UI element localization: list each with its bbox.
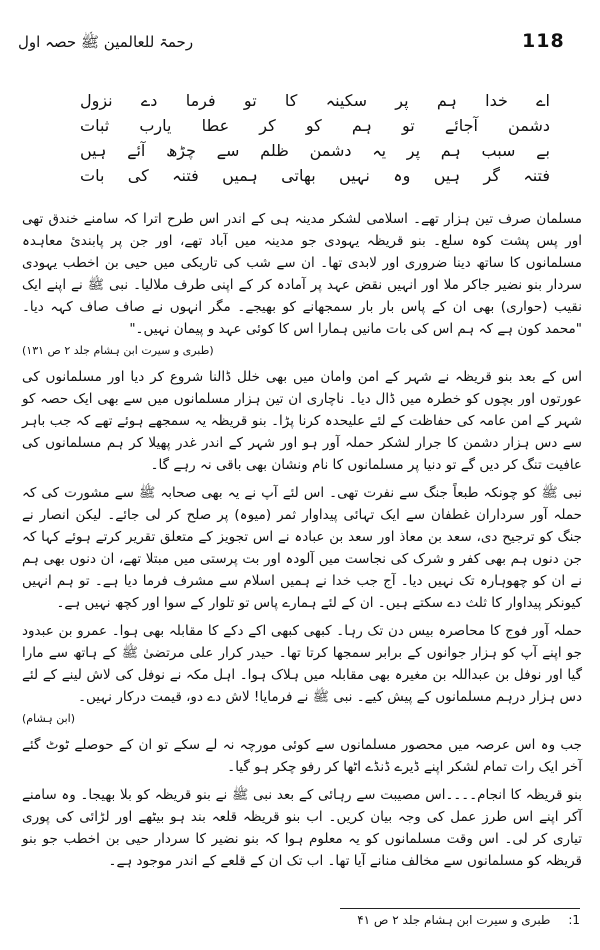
page-number: 118	[522, 30, 565, 52]
body-text	[22, 208, 582, 878]
poem-line: بے سبب ہم پر یہ دشمن ظلم سے چڑھ آئے ہیں	[80, 141, 550, 160]
paragraph-text: حملہ آور فوج کا محاصرہ بیس دن تک رہا۔ کبھی کبھی اکے دکے کا مقابلہ بھی ہوا۔ عمرو بن عبدود جو اپنے آپ کو ہزار جوانوں کے برابر سمجھا کرتا تھا۔ حیدر کرار علی مرتضیٰ ﷺ کے ہاتھ سے مارا گیا اور نوفل بن عبداللہ بن مغیرہ بھی مقابلہ میں ہلاک ہوا۔ اہل مکہ نے نوفل کی لاش لینے کے لئے دس ہزار درہم مسلمانوں کے پیش کیے۔ نبی ﷺ نے فرمایا! لاش دے دو، قیمت درکار نہیں۔	[22, 623, 582, 705]
paragraph	[22, 784, 582, 872]
running-header-title: رحمۃ للعالمین ﷺ حصہ اول	[18, 33, 194, 51]
paragraph	[22, 366, 582, 476]
paragraph-text: بنو قریظہ کا انجام۔۔۔۔اس مصیبت سے رہائی کے بعد نبی ﷺ نے بنو قریظہ کو بلا بھیجا۔ وہ سامنے آکر اپنے اس طرز عمل کی وجہ بیان کریں۔ اب بنو قریظہ قلعہ بند ہو بیٹھے اور لڑائی کی پوری تیاری کر لی۔ اس وقت مسلمانوں کو یہ معلوم ہوا کہ بنو نضیر کا سردار حیی بن اخطب جو بنو قریظہ کو مسلمانوں سے مخالف منانے آیا تھا۔ اب تک ان کے قلعے کے اندر موجود ہے۔	[22, 787, 582, 869]
paragraph-text: جب وہ اس عرصہ میں محصور مسلمانوں سے کوئی مورچہ نہ لے سکے تو ان کے حوصلے ٹوٹ گئے آخر ایک رات تمام لشکر اپنے ڈیرے ڈنڈے اٹھا کر رفو چکر ہو گیا۔	[22, 737, 582, 775]
footnote-divider	[340, 908, 580, 909]
paragraph	[22, 734, 582, 778]
poem-block	[80, 88, 550, 188]
paragraph-text: مسلمان صرف تین ہزار تھے۔ اسلامی لشکر مدینہ ہی کے اندر اس طرح اترا کہ سامنے خندق تھی اور پس پشت کوہ سلع۔ بنو قریظہ یہودی جو مدینہ میں آباد تھے، اور جن پر پابندئ معاہدہ مسلمانوں کا ساتھ دینا ضروری اور لابدی تھا۔ ان سے شب کی تاریکی میں حیی بن اخطب یہودی سردار بنو نضیر جاکر ملا اور انہیں نقض عہد پر آمادہ کر کے اپنی طرف ملالیا۔ نبی ﷺ نے اپنے ایک نقیب (حواری) بھی ان کے پاس بار بار سمجھانے کو بھیجے۔ مگر انہوں نے صاف صاف کہہ دیا۔ "محمد کون ہے کہ ہم اس کی بات مانیں ہمارا اس کا کوئی عہد و پیمان نہیں۔"	[22, 211, 582, 337]
paragraph-text: نبی ﷺ کو چونکہ طبعاً جنگ سے نفرت تھی۔ اس لئے آپ نے یہ بھی صحابہ ﷺ سے مشورت کی کہ حملہ آور سرداران غطفان سے ایک تہائی پیداوار ثمر (میوہ) پر صلح کر لی جائے۔ لیکن انصار نے جنگ کو ترجیح دی، سعد بن معاذ اور سعد بن عبادہ نے اس تجویز کے متعلق تقریر کرتے ہوئے کہا کہ جن دنوں ہم بھی کفر و شرک کی نجاست میں آلودہ اور بت پرستی میں مبتلا تھے، ان دنوں بھی ہم نے ان کو چھوہارہ تک نہیں دیا۔ آج جب خدا نے ہمیں اسلام سے مشرف فرما دیا ہے۔ تو ہم انہیں کیونکر پیداوار کا ثلث دے سکتے ہیں۔ ان کے لئے ہمارے پاس تو تلوار کے سوا اور کچھ نہیں ہے۔	[22, 485, 582, 611]
citation: (طبری و سیرت ابن ہشام جلد ۲ ص ۱۳۱)	[22, 344, 214, 357]
footnote	[340, 913, 580, 927]
poem-line: اے خدا ہم پر سکینہ کا تو فرما دے نزول	[80, 91, 550, 110]
paragraph-text: اس کے بعد بنو قریظہ نے شہر کے امن وامان میں بھی خلل ڈالنا شروع کر دیا اور مسلمانوں کی عورتوں اور بچوں کو خطرہ میں ڈال دیا۔ ناچاری ان تین ہزار مسلمانوں میں سے بھی ایک حصہ کو شہر کے امن عامہ کی حفاظت کے لئے علیحدہ کرنا پڑا۔ بنو قریظہ یہ سمجھے ہوئے تھے کہ جب باہر سے دس ہزار دشمن کا جرار لشکر حملہ آور ہو اور شہر کے اندر غدر پھیلا کر ہم مسلمانوں کی عافیت تنگ کر دیں گے تو دنیا پر مسلمانوں کا نام ونشان بھی باقی نہ رہے گا۔	[22, 369, 582, 473]
citation: (ابن ہشام)	[22, 712, 75, 725]
poem-line: دشمن آجائے تو ہم کو کر عطا یارب ثبات	[80, 116, 550, 135]
footnote-text: طبری و سیرت ابن ہشام جلد ۲ ص ۴۱	[357, 913, 551, 927]
footnote-number: 1:	[568, 913, 580, 927]
paragraph	[22, 208, 582, 340]
paragraph	[22, 482, 582, 614]
poem-line: فتنہ گر ہیں وہ نہیں بھاتی ہمیں فتنہ کی بات	[80, 166, 550, 185]
paragraph	[22, 620, 582, 708]
